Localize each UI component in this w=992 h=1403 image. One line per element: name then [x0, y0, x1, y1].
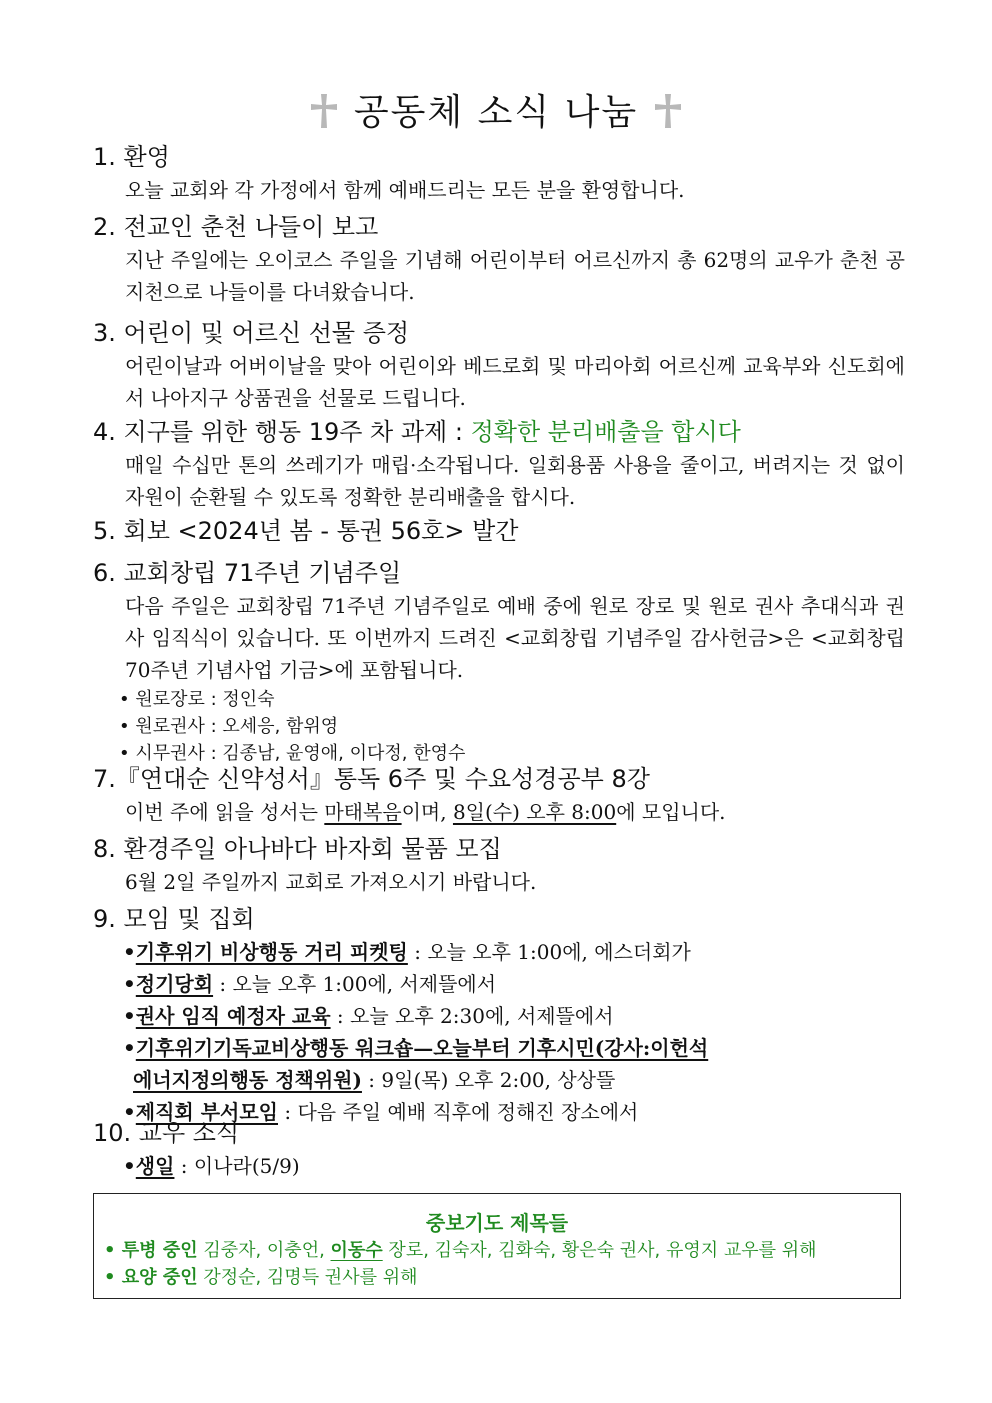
section-welcome: [93, 140, 905, 206]
prayer-text: 장로, 김숙자, 김화숙, 황은숙 권사, 유영지 교우를 위해: [382, 1240, 817, 1261]
section-member-news: [93, 1116, 905, 1182]
item-value: : 오늘 오후 2:30에, 서제뜰에서: [330, 1004, 614, 1028]
item-key: 권사 임직 예정자 교육: [135, 1004, 331, 1028]
section-heading: 10. 교우 소식: [93, 1119, 240, 1147]
list-item: •권사 임직 예정자 교육 : 오늘 오후 2:30에, 서제뜰에서: [123, 1004, 614, 1028]
prayer-title: 중보기도 제목들: [425, 1211, 569, 1235]
section-heading: 8. 환경주일 아나바다 바자회 물품 모집: [93, 835, 502, 863]
section-heading: 1. 환영: [93, 143, 170, 171]
item-value: : 오늘 오후 1:00에, 서제뜰에서: [213, 972, 497, 996]
left-cross-icon: [308, 92, 340, 130]
book-name: 마태복음: [324, 800, 402, 824]
item-value: : 9일(목) 오후 2:00, 상상뜰: [361, 1068, 616, 1092]
item-value: : 이나라(5/9): [174, 1154, 300, 1178]
section-bazaar: [93, 832, 905, 898]
section-outing-report: [93, 210, 905, 308]
right-cross-icon: [652, 92, 684, 130]
list-item-continuation: [123, 1064, 905, 1096]
item-key: 제직회 부서모임: [135, 1100, 278, 1124]
prayer-label: • 요양 중인: [104, 1267, 198, 1288]
section-heading: 5. 회보 <2024년 봄 - 통권 56호> 발간: [93, 517, 519, 545]
section-body: 지난 주일에는 오이코스 주일을 기념해 어린이부터 어르신까지 총 62명의 교우가 춘천 공지천으로 나들이를 다녀왔습니다.: [125, 248, 905, 304]
list-item: •기후위기기독교비상행동 워크숍—오늘부터 기후시민(강사:이헌석: [123, 1036, 709, 1060]
section-body: 매일 수십만 톤의 쓰레기가 매립·소각됩니다. 일회용품 사용을 줄이고, 버려지는 것 없이 자원이 순환될 수 있도록 정확한 분리배출을 합시다.: [125, 453, 905, 509]
member-list: [93, 1150, 905, 1182]
list-item: • 시무권사 : 김종남, 윤영애, 이다정, 한영수: [119, 740, 905, 767]
body-text: 이며,: [401, 800, 453, 824]
prayer-text: 김중자, 이충언,: [197, 1240, 331, 1261]
section-heading: 3. 어린이 및 어르신 선물 증정: [93, 319, 410, 347]
prayer-name: 이동수: [330, 1240, 383, 1261]
prayer-label: • 투병 중인: [104, 1240, 198, 1261]
list-item: •기후위기 비상행동 거리 피켓팅 : 오늘 오후 1:00에, 에스더회가: [123, 940, 691, 964]
list-item: •생일 : 이나라(5/9): [123, 1154, 300, 1178]
item-value: : 오늘 오후 1:00에, 에스더회가: [407, 940, 691, 964]
section-heading: 2. 전교인 춘천 나들이 보고: [93, 213, 379, 241]
meeting-time: 8일(수) 오후 8:00: [452, 800, 617, 824]
section-heading: 7.『연대순 신약성서』통독 6주 및 수요성경공부 8강: [93, 765, 650, 793]
page-title: 공동체 소식 나눔: [353, 92, 639, 133]
section-earth-action: [93, 415, 905, 513]
section-gift: [93, 316, 905, 414]
item-key: 기후위기 비상행동 거리 피켓팅: [135, 940, 408, 964]
heading-highlight: 정확한 분리배출을 합시다: [470, 418, 741, 446]
item-key: 에너지정의행동 정책위원): [133, 1068, 362, 1092]
item-key: 생일: [135, 1154, 175, 1178]
section-anniversary: [93, 556, 905, 767]
list-item: • 원로권사 : 오세응, 함위영: [119, 713, 905, 740]
section-newsletter: [93, 514, 905, 548]
item-key: 기후위기기독교비상행동 워크숍—오늘부터 기후시민(강사:이헌석: [135, 1036, 709, 1060]
section-body: 오늘 교회와 각 가정에서 함께 예배드리는 모든 분을 환영합니다.: [125, 178, 685, 202]
body-text: 이번 주에 읽을 성서는: [125, 800, 325, 824]
section-heading: 6. 교회창립 71주년 기념주일: [93, 559, 402, 587]
page-title-row: [0, 88, 992, 138]
prayer-text: 강정순, 김명득 권사를 위해: [197, 1267, 418, 1288]
prayer-box: [93, 1193, 901, 1299]
bullet-list: [93, 686, 905, 767]
section-body: 어린이날과 어버이날을 맞아 어린이와 베드로회 및 마리아회 어르신께 교육부와 신도회에서 나아지구 상품권을 선물로 드립니다.: [125, 354, 905, 410]
prayer-line-illness: [94, 1237, 900, 1264]
section-body: [93, 796, 905, 828]
section-body: 6월 2일 주일까지 교회로 가져오시기 바랍니다.: [125, 870, 537, 894]
section-heading: [93, 415, 905, 449]
section-meetings: [93, 902, 905, 1128]
list-item: • 원로장로 : 정인숙: [119, 686, 905, 713]
heading-text: 4. 지구를 위한 행동 19주 차 과제 :: [93, 418, 471, 446]
item-key: 정기당회: [135, 972, 214, 996]
section-body: 다음 주일은 교회창립 71주년 기념주일로 예배 중에 원로 장로 및 원로 권사 추대식과 권사 임직식이 있습니다. 또 이번까지 드려진 <교회창립 기념주일 감사헌금>은 <교회창립 70주년 기념사업 기금>에 포함됩니다.: [125, 594, 905, 682]
list-item: •정기당회 : 오늘 오후 1:00에, 서제뜰에서: [123, 972, 497, 996]
list-item: •제직회 부서모임 : 다음 주일 예배 직후에 정해진 장소에서: [123, 1100, 639, 1124]
meeting-list: [93, 936, 905, 1128]
prayer-line-care: [94, 1264, 900, 1291]
body-text: 에 모입니다.: [616, 800, 726, 824]
section-bible-reading: [93, 762, 905, 828]
section-heading: 9. 모임 및 집회: [93, 905, 255, 933]
item-value: : 다음 주일 예배 직후에 정해진 장소에서: [278, 1100, 639, 1124]
